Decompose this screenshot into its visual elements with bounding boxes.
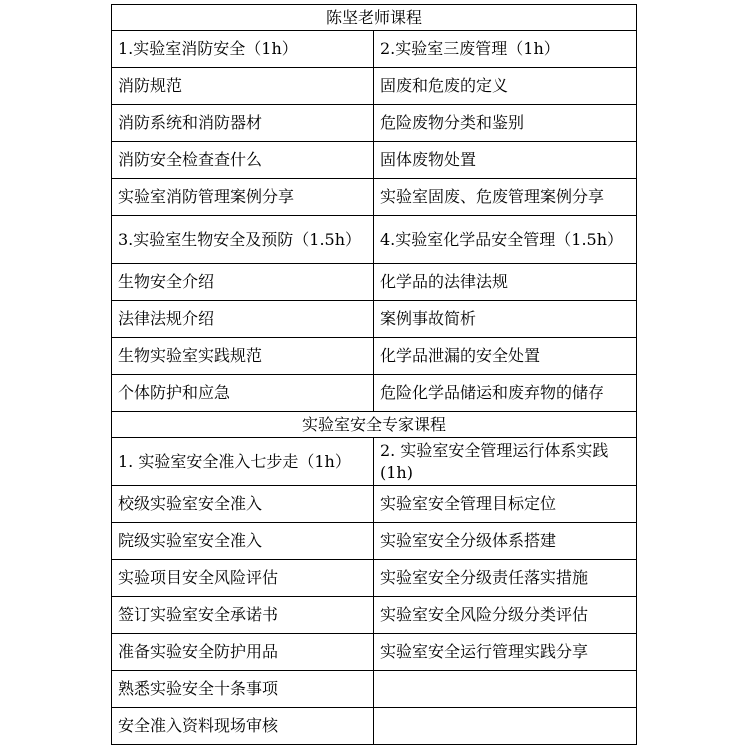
table-row — [112, 523, 637, 560]
course-item: 化学品的法律法规 — [374, 264, 637, 301]
table-row — [112, 671, 637, 708]
empty-cell — [374, 708, 637, 745]
course-item: 院级实验室安全准入 — [112, 523, 374, 560]
table-row — [112, 105, 637, 142]
course-item: 实验室安全风险分级分类评估 — [374, 597, 637, 634]
table-row — [112, 438, 637, 486]
table-row — [112, 338, 637, 375]
course-item: 消防系统和消防器材 — [112, 105, 374, 142]
module-title: 4.实验室化学品安全管理（1.5h） — [374, 216, 637, 264]
table-row — [112, 412, 637, 438]
course-item: 实验项目安全风险评估 — [112, 560, 374, 597]
table-row — [112, 5, 637, 31]
course-item: 消防规范 — [112, 68, 374, 105]
table-row — [112, 264, 637, 301]
course-item: 危险化学品储运和废弃物的储存 — [374, 375, 637, 412]
course-item: 实验室安全管理目标定位 — [374, 486, 637, 523]
course-item: 准备实验安全防护用品 — [112, 634, 374, 671]
table-row — [112, 142, 637, 179]
module-title: 3.实验室生物安全及预防（1.5h） — [112, 216, 374, 264]
table-row — [112, 375, 637, 412]
table-row — [112, 634, 637, 671]
course-table — [111, 4, 637, 745]
table-row — [112, 708, 637, 745]
course-item: 法律法规介绍 — [112, 301, 374, 338]
course-item: 生物安全介绍 — [112, 264, 374, 301]
table-row — [112, 68, 637, 105]
course-item: 实验室安全分级体系搭建 — [374, 523, 637, 560]
course-item: 校级实验室安全准入 — [112, 486, 374, 523]
course-item: 化学品泄漏的安全处置 — [374, 338, 637, 375]
table-row — [112, 301, 637, 338]
course-item: 案例事故简析 — [374, 301, 637, 338]
module-title: 1.实验室消防安全（1h） — [112, 31, 374, 68]
table-row — [112, 486, 637, 523]
empty-cell — [374, 671, 637, 708]
course-item: 实验室固废、危废管理案例分享 — [374, 179, 637, 216]
course-item: 固废和危废的定义 — [374, 68, 637, 105]
table-row — [112, 560, 637, 597]
course-item: 实验室消防管理案例分享 — [112, 179, 374, 216]
teacher-section-title: 陈坚老师课程 — [112, 5, 637, 31]
course-item: 实验室安全运行管理实践分享 — [374, 634, 637, 671]
table-row — [112, 31, 637, 68]
course-item: 生物实验室实践规范 — [112, 338, 374, 375]
table-row — [112, 179, 637, 216]
course-item: 实验室安全分级责任落实措施 — [374, 560, 637, 597]
table-row — [112, 216, 637, 264]
course-item: 签订实验室安全承诺书 — [112, 597, 374, 634]
expert-section-title: 实验室安全专家课程 — [112, 412, 637, 438]
course-item: 消防安全检查查什么 — [112, 142, 374, 179]
module-title: 2.实验室三废管理（1h） — [374, 31, 637, 68]
module-title: 1. 实验室安全准入七步走（1h） — [112, 438, 374, 486]
course-item: 个体防护和应急 — [112, 375, 374, 412]
module-title: 2. 实验室安全管理运行体系实践(1h) — [374, 438, 637, 486]
table-row — [112, 597, 637, 634]
course-item: 危险废物分类和鉴别 — [374, 105, 637, 142]
course-item: 固体废物处置 — [374, 142, 637, 179]
course-item: 熟悉实验安全十条事项 — [112, 671, 374, 708]
course-item: 安全准入资料现场审核 — [112, 708, 374, 745]
